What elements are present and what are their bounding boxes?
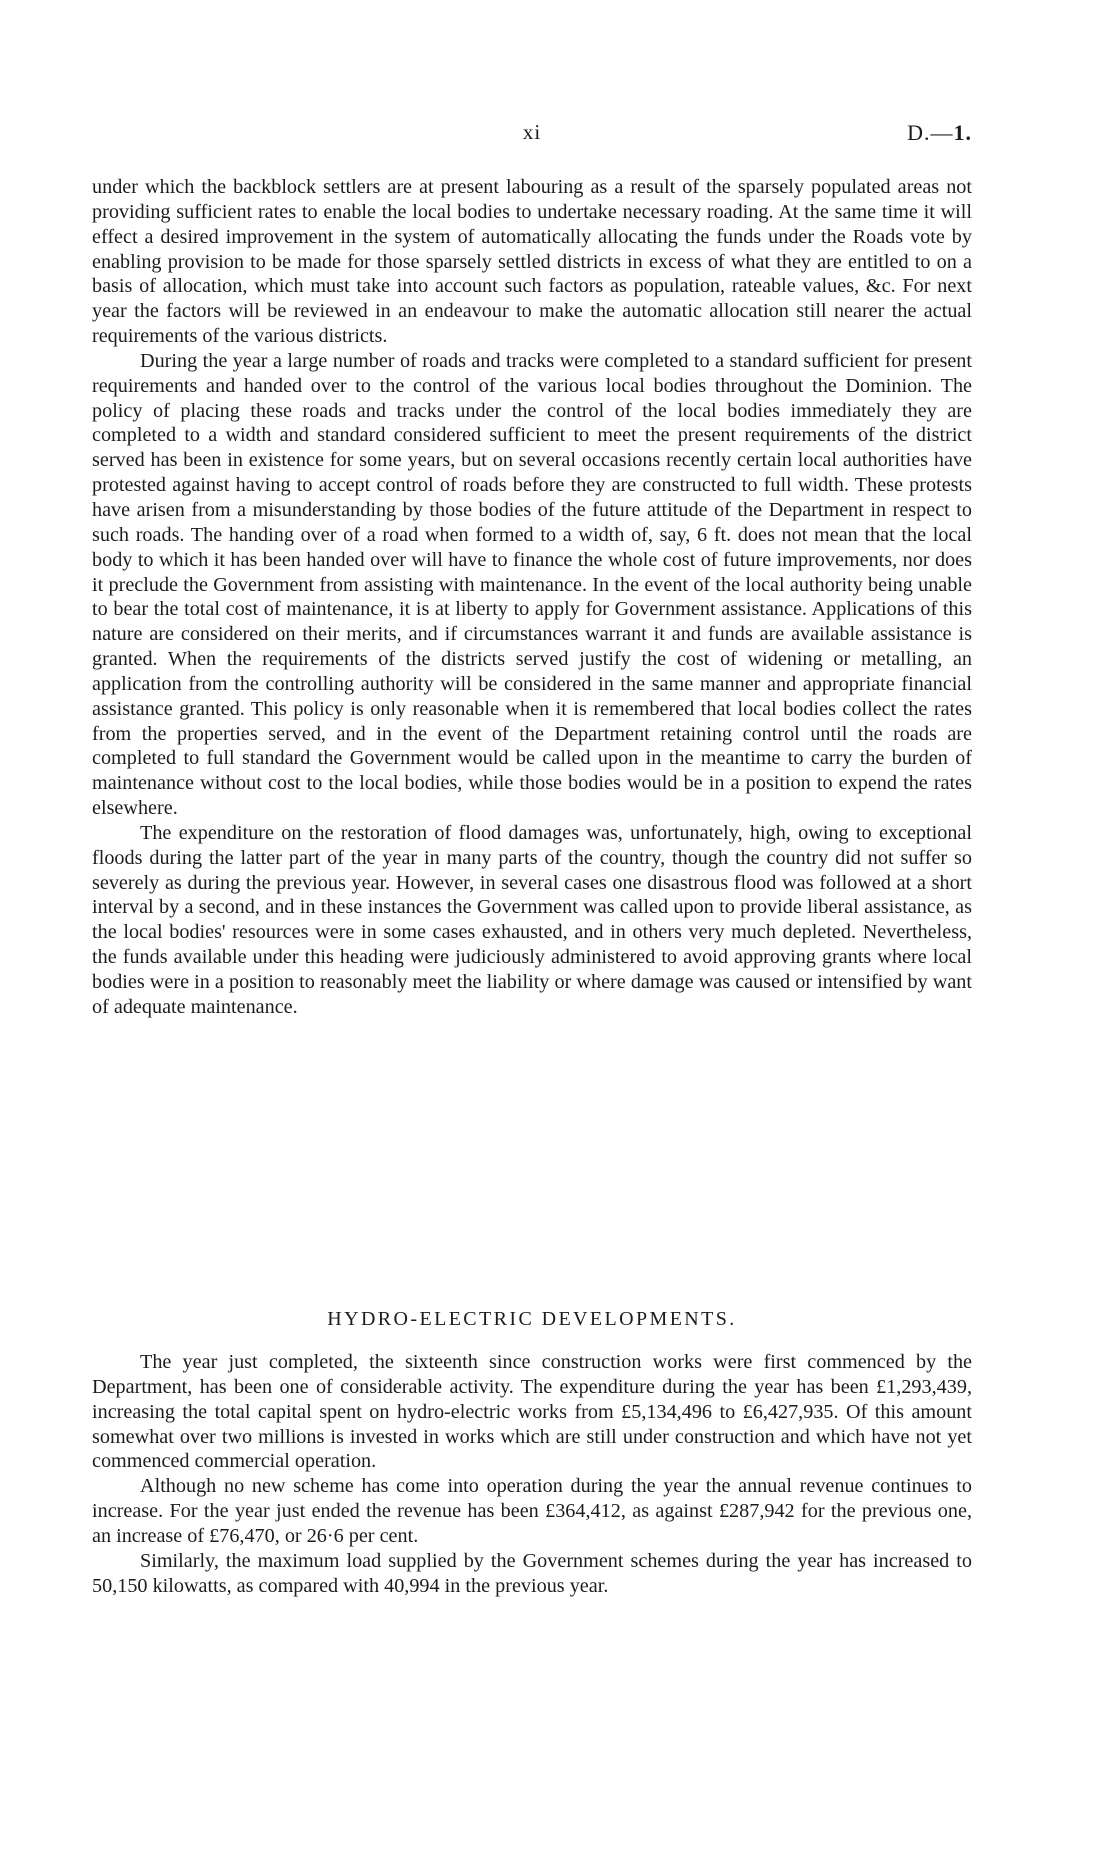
body-paragraph: The year just completed, the sixteenth since construction works were first commenced by the Department, has been one of considerable activity. The expenditure during the year has been £1,293,439, increasing the total capital spent on hydro-electric works from £5,134,496 to £6,427,935. Of this amount somewhat over two millions is invested in works which are still under construction and which have not yet commenced commercial operation. xyxy=(92,1351,972,1473)
hydro-electric-section xyxy=(92,1350,972,1598)
body-paragraph: Similarly, the maximum load supplied by the Government schemes during the year has increased to 50,150 kilowatts, as compared with 40,994 in the previous year. xyxy=(92,1549,972,1597)
section-heading-hydro-electric: HYDRO-ELECTRIC DEVELOPMENTS. xyxy=(327,1308,737,1330)
body-paragraph: The expenditure on the restoration of flood damages was, unfortunately, high, owing to exceptional floods during the latter part of the year in many parts of the country, though the country did not suffer so severely as during the previous year. However, in several cases one disastrous flood was followed at a short interval by a second, and in these instances the Government was called upon to provide liberal assistance, as the local bodies' resources were in some cases exhausted, and in others very much depleted. Nevertheless, the funds available under this heading were judiciously administered to avoid approving grants where local bodies were in a position to reasonably meet the liability or where damage was caused or intensified by want of adequate maintenance. xyxy=(92,821,972,1018)
document-reference-number: 1. xyxy=(953,120,972,145)
body-paragraph: During the year a large number of roads and tracks were completed to a standard sufficient for present requirements and handed over to the control of the various local bodies throughout the Dominion. The policy of placing these roads and tracks under the control of the local bodies immediately they are completed to a width and standard considered sufficient to meet the present requirements of the district served has been in existence for some years, but on several occasions recently certain local authorities have protested against having to accept control of roads before they are constructed to full width. These protests have arisen from a misunderstanding by those bodies of the future attitude of the Department in respect to such roads. The handing over of a road when formed to a width of, say, 6 ft. does not mean that the local body to which it has been handed over will have to finance the whole cost of future improvements, nor does it preclude the Government from assisting with maintenance. In the event of the local authority being unable to bear the total cost of maintenance, it is at liberty to apply for Government assistance. Applications of this nature are considered on their merits, and if circumstances warrant it and funds are available assistance is granted. When the requirements of the districts served justify the cost of widening or metalling, an application from the controlling authority will be considered in the same manner and appropriate financial assistance granted. This policy is only reasonable when it is remembered that local bodies collect the rates from the properties served, and in the event of the Department retaining control until the roads are completed to full standard the Government would be called upon in the meantime to carry the burden of maintenance without cost to the local bodies, while those bodies would be in a position to expend the rates elsewhere. xyxy=(92,349,972,820)
body-paragraph: under which the backblock settlers are at present labouring as a result of the sparsely populated areas not providing sufficient rates to enable the local bodies to undertake necessary roading. At the same time it will effect a desired improvement in the system of automatically allocating the funds under the Roads vote by enabling provision to be made for those sparsely settled districts in excess of what they are entitled to on a basis of allocation, which must take into account such factors as population, rateable values, &c. For next year the factors will be reviewed in an endeavour to make the automatic allocation still nearer the actual requirements of the various districts. xyxy=(92,176,972,348)
document-reference xyxy=(907,120,972,146)
body-paragraph: Although no new scheme has come into operation during the year the annual revenue continues to increase. For the year just ended the revenue has been £364,412, as against £287,942 for the previous one, an increase of £76,470, or 26·6 per cent. xyxy=(92,1475,972,1547)
page-number: xi xyxy=(522,120,542,144)
document-reference-prefix: D.— xyxy=(907,120,954,145)
page-header xyxy=(92,120,972,160)
roads-section xyxy=(92,175,972,1020)
